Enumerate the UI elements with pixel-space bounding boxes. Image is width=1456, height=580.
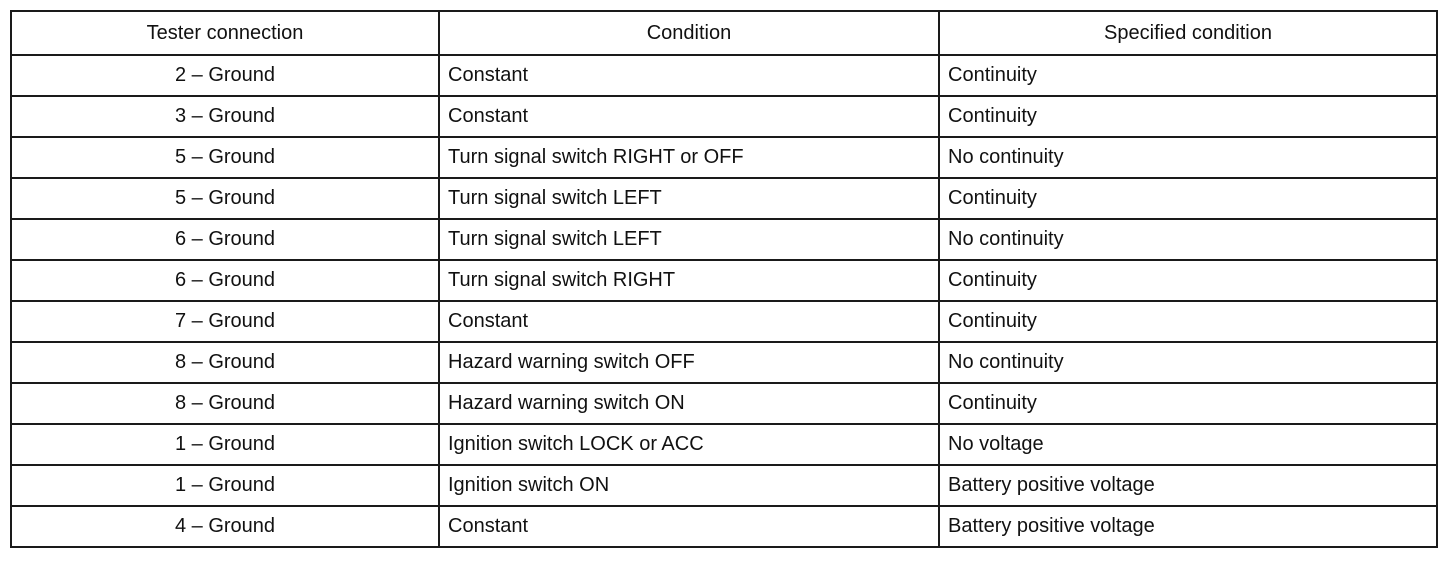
cell-condition: Hazard warning switch ON (439, 383, 939, 424)
cell-tester-connection: 6 – Ground (11, 219, 439, 260)
cell-tester-connection: 5 – Ground (11, 178, 439, 219)
cell-condition: Turn signal switch LEFT (439, 219, 939, 260)
table-row (11, 137, 1437, 178)
cell-condition: Constant (439, 301, 939, 342)
cell-tester-connection: 4 – Ground (11, 506, 439, 547)
cell-condition: Constant (439, 96, 939, 137)
cell-tester-connection: 8 – Ground (11, 383, 439, 424)
table-row (11, 383, 1437, 424)
header-specified-condition: Specified condition (939, 11, 1437, 55)
cell-specified-condition: Continuity (939, 96, 1437, 137)
cell-tester-connection: 5 – Ground (11, 137, 439, 178)
cell-specified-condition: Battery positive voltage (939, 465, 1437, 506)
header-row (11, 11, 1437, 55)
table-row (11, 342, 1437, 383)
table-header (11, 11, 1437, 55)
table-row (11, 465, 1437, 506)
table-row (11, 260, 1437, 301)
table-body (11, 55, 1437, 547)
table-row (11, 178, 1437, 219)
cell-specified-condition: Continuity (939, 301, 1437, 342)
cell-tester-connection: 3 – Ground (11, 96, 439, 137)
cell-condition: Constant (439, 506, 939, 547)
header-tester-connection: Tester connection (11, 11, 439, 55)
cell-condition: Ignition switch LOCK or ACC (439, 424, 939, 465)
cell-specified-condition: Continuity (939, 55, 1437, 96)
cell-tester-connection: 8 – Ground (11, 342, 439, 383)
cell-condition: Turn signal switch RIGHT (439, 260, 939, 301)
cell-specified-condition: No continuity (939, 219, 1437, 260)
cell-condition: Constant (439, 55, 939, 96)
table-row (11, 424, 1437, 465)
cell-specified-condition: No voltage (939, 424, 1437, 465)
table-row (11, 301, 1437, 342)
header-condition: Condition (439, 11, 939, 55)
cell-condition: Turn signal switch LEFT (439, 178, 939, 219)
table-row (11, 506, 1437, 547)
table-row (11, 219, 1437, 260)
cell-specified-condition: No continuity (939, 137, 1437, 178)
cell-specified-condition: Continuity (939, 178, 1437, 219)
cell-specified-condition: Continuity (939, 383, 1437, 424)
cell-condition: Turn signal switch RIGHT or OFF (439, 137, 939, 178)
cell-tester-connection: 6 – Ground (11, 260, 439, 301)
cell-tester-connection: 1 – Ground (11, 424, 439, 465)
table-row (11, 55, 1437, 96)
spec-table (10, 10, 1438, 548)
cell-tester-connection: 1 – Ground (11, 465, 439, 506)
table-row (11, 96, 1437, 137)
cell-specified-condition: Battery positive voltage (939, 506, 1437, 547)
cell-specified-condition: Continuity (939, 260, 1437, 301)
cell-tester-connection: 7 – Ground (11, 301, 439, 342)
cell-condition: Hazard warning switch OFF (439, 342, 939, 383)
cell-condition: Ignition switch ON (439, 465, 939, 506)
cell-specified-condition: No continuity (939, 342, 1437, 383)
cell-tester-connection: 2 – Ground (11, 55, 439, 96)
